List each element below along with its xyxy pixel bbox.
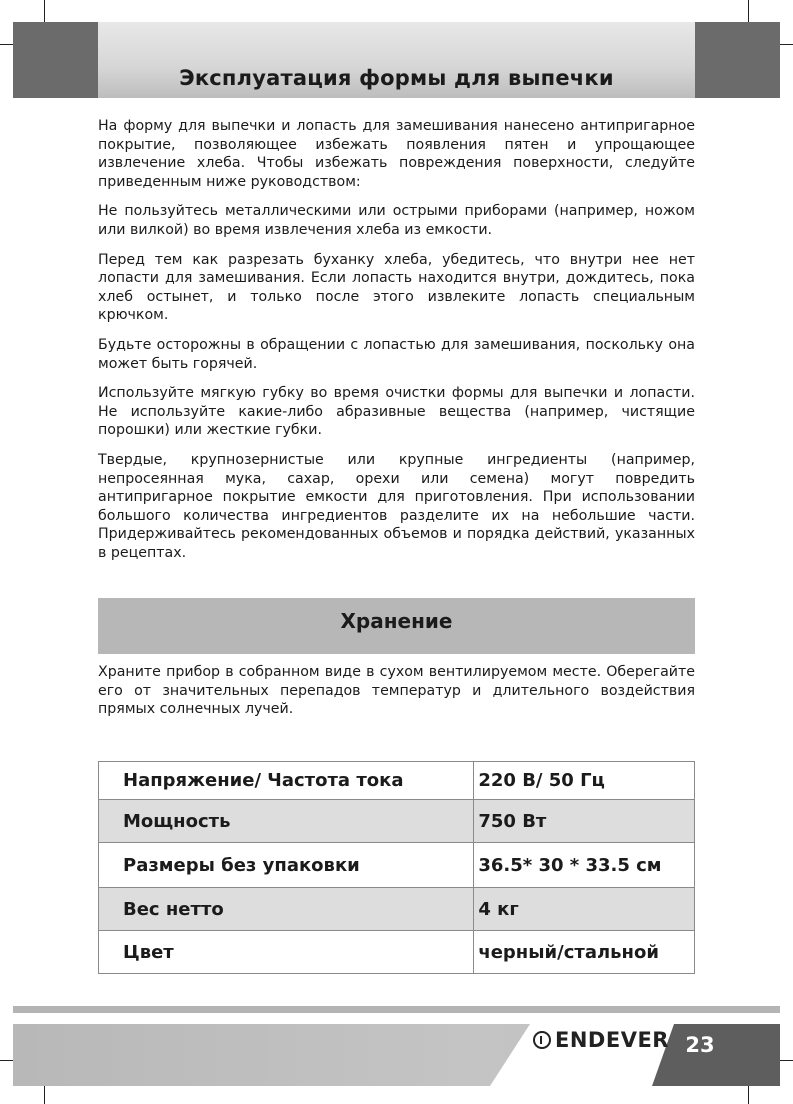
page-title: Эксплуатация формы для выпечки bbox=[179, 66, 614, 90]
storage-heading: Хранение bbox=[340, 609, 453, 633]
spec-value: 36.5* 30 * 33.5 см bbox=[474, 843, 695, 888]
spec-label: Мощность bbox=[99, 800, 474, 843]
spec-value: черный/стальной bbox=[474, 931, 695, 974]
paragraph: Твердые, крупнозернистые или крупные ингредиенты (например, непросеянная мука, сахар, орехи или семена) могут повредить антипригарное покрытие емкости для приготовления. При использовании большого количества ингредиентов разделите их на небольшие части. Придерживайтесь рекомендованных объемов и порядка действий, указанных в рецептах. bbox=[98, 451, 695, 561]
page-number: 23 bbox=[685, 1033, 715, 1057]
spec-value: 4 кг bbox=[474, 888, 695, 931]
paragraph: Используйте мягкую губку во время очистки формы для выпечки и лопасти. Не используйте какие-либо абразивные вещества (например, чистящие порошки) или жесткие губки. bbox=[98, 385, 695, 439]
paragraph: Будьте осторожны в обращении с лопастью для замешивания, поскольку она может быть горячей. bbox=[98, 336, 695, 372]
table-row bbox=[99, 800, 695, 843]
operation-text bbox=[98, 117, 695, 573]
spec-label: Напряжение/ Частота тока bbox=[99, 762, 474, 800]
paragraph: На форму для выпечки и лопасть для замешивания нанесено антипригарное покрытие, позволяющее избежать появления пятен и упрощающее извлечение хлеба. Чтобы избежать повреждения поверхности, следуйте приведенным ниже руководством: bbox=[98, 118, 695, 190]
spec-label: Цвет bbox=[99, 931, 474, 974]
storage-paragraph: Храните прибор в собранном виде в сухом вентилируемом месте. Оберегайте его от значительных перепадов температур и длительного воздействия прямых солнечных лучей. bbox=[98, 664, 695, 718]
spec-value: 750 Вт bbox=[474, 800, 695, 843]
table-row bbox=[99, 762, 695, 800]
spec-label: Размеры без упаковки bbox=[99, 843, 474, 888]
storage-text-block bbox=[98, 663, 695, 719]
paragraph: Перед тем как разрезать буханку хлеба, убедитесь, что внутри нее нет лопасти для замешивания. Если лопасть находится внутри, дождитесь, пока хлеб остынет, и только после этого извлеките лопасть специальным крючком. bbox=[98, 251, 695, 324]
brand-logo bbox=[533, 1026, 669, 1054]
header-left-block bbox=[13, 22, 98, 98]
table-row bbox=[99, 888, 695, 931]
table-row bbox=[99, 843, 695, 888]
power-icon bbox=[533, 1031, 551, 1049]
footer-rule bbox=[13, 1006, 780, 1013]
specifications-table bbox=[98, 761, 695, 974]
paragraph: Не пользуйтесь металлическими или острыми приборами (например, ножом или вилкой) во время извлечения хлеба из емкости. bbox=[98, 203, 695, 238]
spec-label: Вес нетто bbox=[99, 888, 474, 931]
spec-value: 220 В/ 50 Гц bbox=[474, 762, 695, 800]
brand-name: ENDEVER bbox=[555, 1028, 669, 1052]
table-row bbox=[99, 931, 695, 974]
header-right-block bbox=[695, 22, 780, 98]
